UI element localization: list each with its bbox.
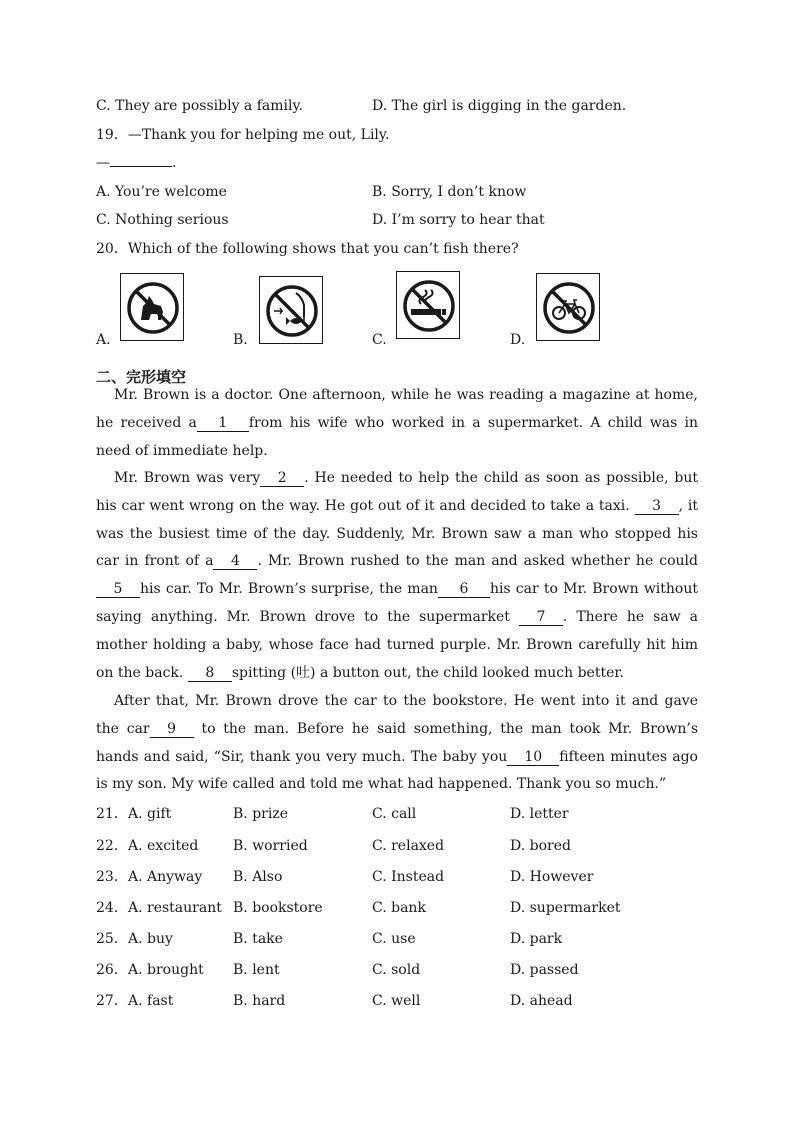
question-option-b: B. lent	[233, 962, 280, 978]
question-option-b: B. bookstore	[233, 900, 323, 916]
question-option-d: D. letter	[510, 806, 569, 822]
blank-5: 5	[96, 581, 140, 598]
passage-paragraph-3: After that, Mr. Brown drove the car to the bookstore. He went into it and gave the car 9 to the man. Before he said something, the man took Mr. Brown’s hands and said, “Sir, thank you very much. The baby you 10 fifteen minutes ago is my son. My wife called and told me what had happened. Thank you so much.”	[96, 693, 699, 793]
blank-2: 2	[260, 470, 304, 487]
blank-7: 7	[519, 609, 563, 626]
question-option-c: C. use	[372, 931, 416, 947]
blank-1: 1	[197, 415, 249, 432]
q20-option-d-label: D.	[510, 332, 526, 348]
question-option-d: D. bored	[510, 838, 571, 854]
question-number: 24．	[96, 900, 128, 916]
question-number: 23．	[96, 869, 128, 885]
q20-option-a-label: A.	[96, 332, 111, 348]
question-number: 25．	[96, 931, 128, 947]
question-number: 21．	[96, 806, 128, 822]
question-option-d: D. supermarket	[510, 900, 621, 916]
question-option-c: C. Instead	[372, 869, 445, 885]
question-option-a: A. restaurant	[128, 900, 222, 916]
q20-option-b-label: B.	[233, 332, 248, 348]
question-option-d: D. ahead	[510, 993, 573, 1009]
passage-paragraph-1: Mr. Brown is a doctor. One afternoon, while he was reading a magazine at home, he received a 1 from his wife who worked in a supermarket. A child was in need of immediate help.	[96, 387, 698, 459]
question-option-a: A. excited	[128, 838, 199, 854]
no-smoking-icon	[396, 271, 460, 339]
q19-option-c: C. Nothing serious	[96, 212, 229, 228]
q19-dash: —	[96, 155, 110, 171]
question-option-c: C. sold	[372, 962, 421, 978]
no-fishing-icon	[259, 276, 323, 344]
question-option-b: B. take	[233, 931, 283, 947]
q19-option-b: B. Sorry, I don’t know	[372, 184, 527, 200]
question-number: 27．	[96, 993, 128, 1009]
question-option-b: B. prize	[233, 806, 288, 822]
q19-option-a: A. You’re welcome	[96, 184, 227, 200]
q20-stem: 20．Which of the following shows that you can’t fish there?	[96, 241, 519, 257]
blank-9: 9	[150, 721, 194, 738]
question-option-a: A. fast	[128, 993, 174, 1009]
question-option-b: B. hard	[233, 993, 286, 1009]
question-option-c: C. relaxed	[372, 838, 445, 854]
question-option-a: A. brought	[128, 962, 204, 978]
question-number: 26．	[96, 962, 128, 978]
question-option-c: C. call	[372, 806, 417, 822]
q19-option-d: D. I’m sorry to hear that	[372, 212, 545, 228]
q18-option-d: D. The girl is digging in the garden.	[372, 98, 627, 114]
q19-blank-line	[110, 154, 172, 167]
question-option-a: A. gift	[128, 806, 172, 822]
question-number: 22．	[96, 838, 128, 854]
section-title: 二、完形填空	[96, 368, 187, 386]
question-option-b: B. worried	[233, 838, 308, 854]
passage-paragraph-2: Mr. Brown was very 2 . He needed to help the child as soon as possible, but his car went wrong on the way. He got out of it and decided to take a taxi. 3 , it was the busiest time of the day. Suddenly, Mr. Brown saw a man who stopped his car in front of a 4 . Mr. Brown rushed to the man and asked whether he could5 his car. To Mr. Brown’s surprise, the man 6 his car to Mr. Brown without saying anything. Mr. Brown drove to the supermarket 7 . There he saw a mother holding a baby, whose face had turned purple. Mr. Brown carefully hit him on the back. 8 spitting (吐) a button out, the child looked much better.	[96, 470, 699, 681]
blank-6: 6	[438, 581, 490, 598]
no-dogs-icon	[120, 273, 184, 341]
q19-dot: .	[172, 155, 177, 171]
blank-10: 10	[507, 749, 559, 766]
q18-option-c: C. They are possibly a family.	[96, 98, 303, 114]
blank-4: 4	[213, 553, 257, 570]
question-option-d: D. passed	[510, 962, 579, 978]
blank-8: 8	[188, 665, 232, 682]
question-option-c: C. bank	[372, 900, 426, 916]
question-option-d: D. However	[510, 869, 594, 885]
q19-answer-blank	[96, 154, 176, 172]
blank-3: 3	[635, 498, 679, 515]
q20-option-c-label: C.	[372, 332, 387, 348]
no-bicycles-icon	[536, 273, 600, 341]
question-option-a: A. buy	[128, 931, 173, 947]
question-option-c: C. well	[372, 993, 421, 1009]
question-option-a: A. Anyway	[128, 869, 203, 885]
question-option-b: B. Also	[233, 869, 283, 885]
question-option-d: D. park	[510, 931, 563, 947]
q19-stem: 19．—Thank you for helping me out, Lily.	[96, 127, 390, 143]
